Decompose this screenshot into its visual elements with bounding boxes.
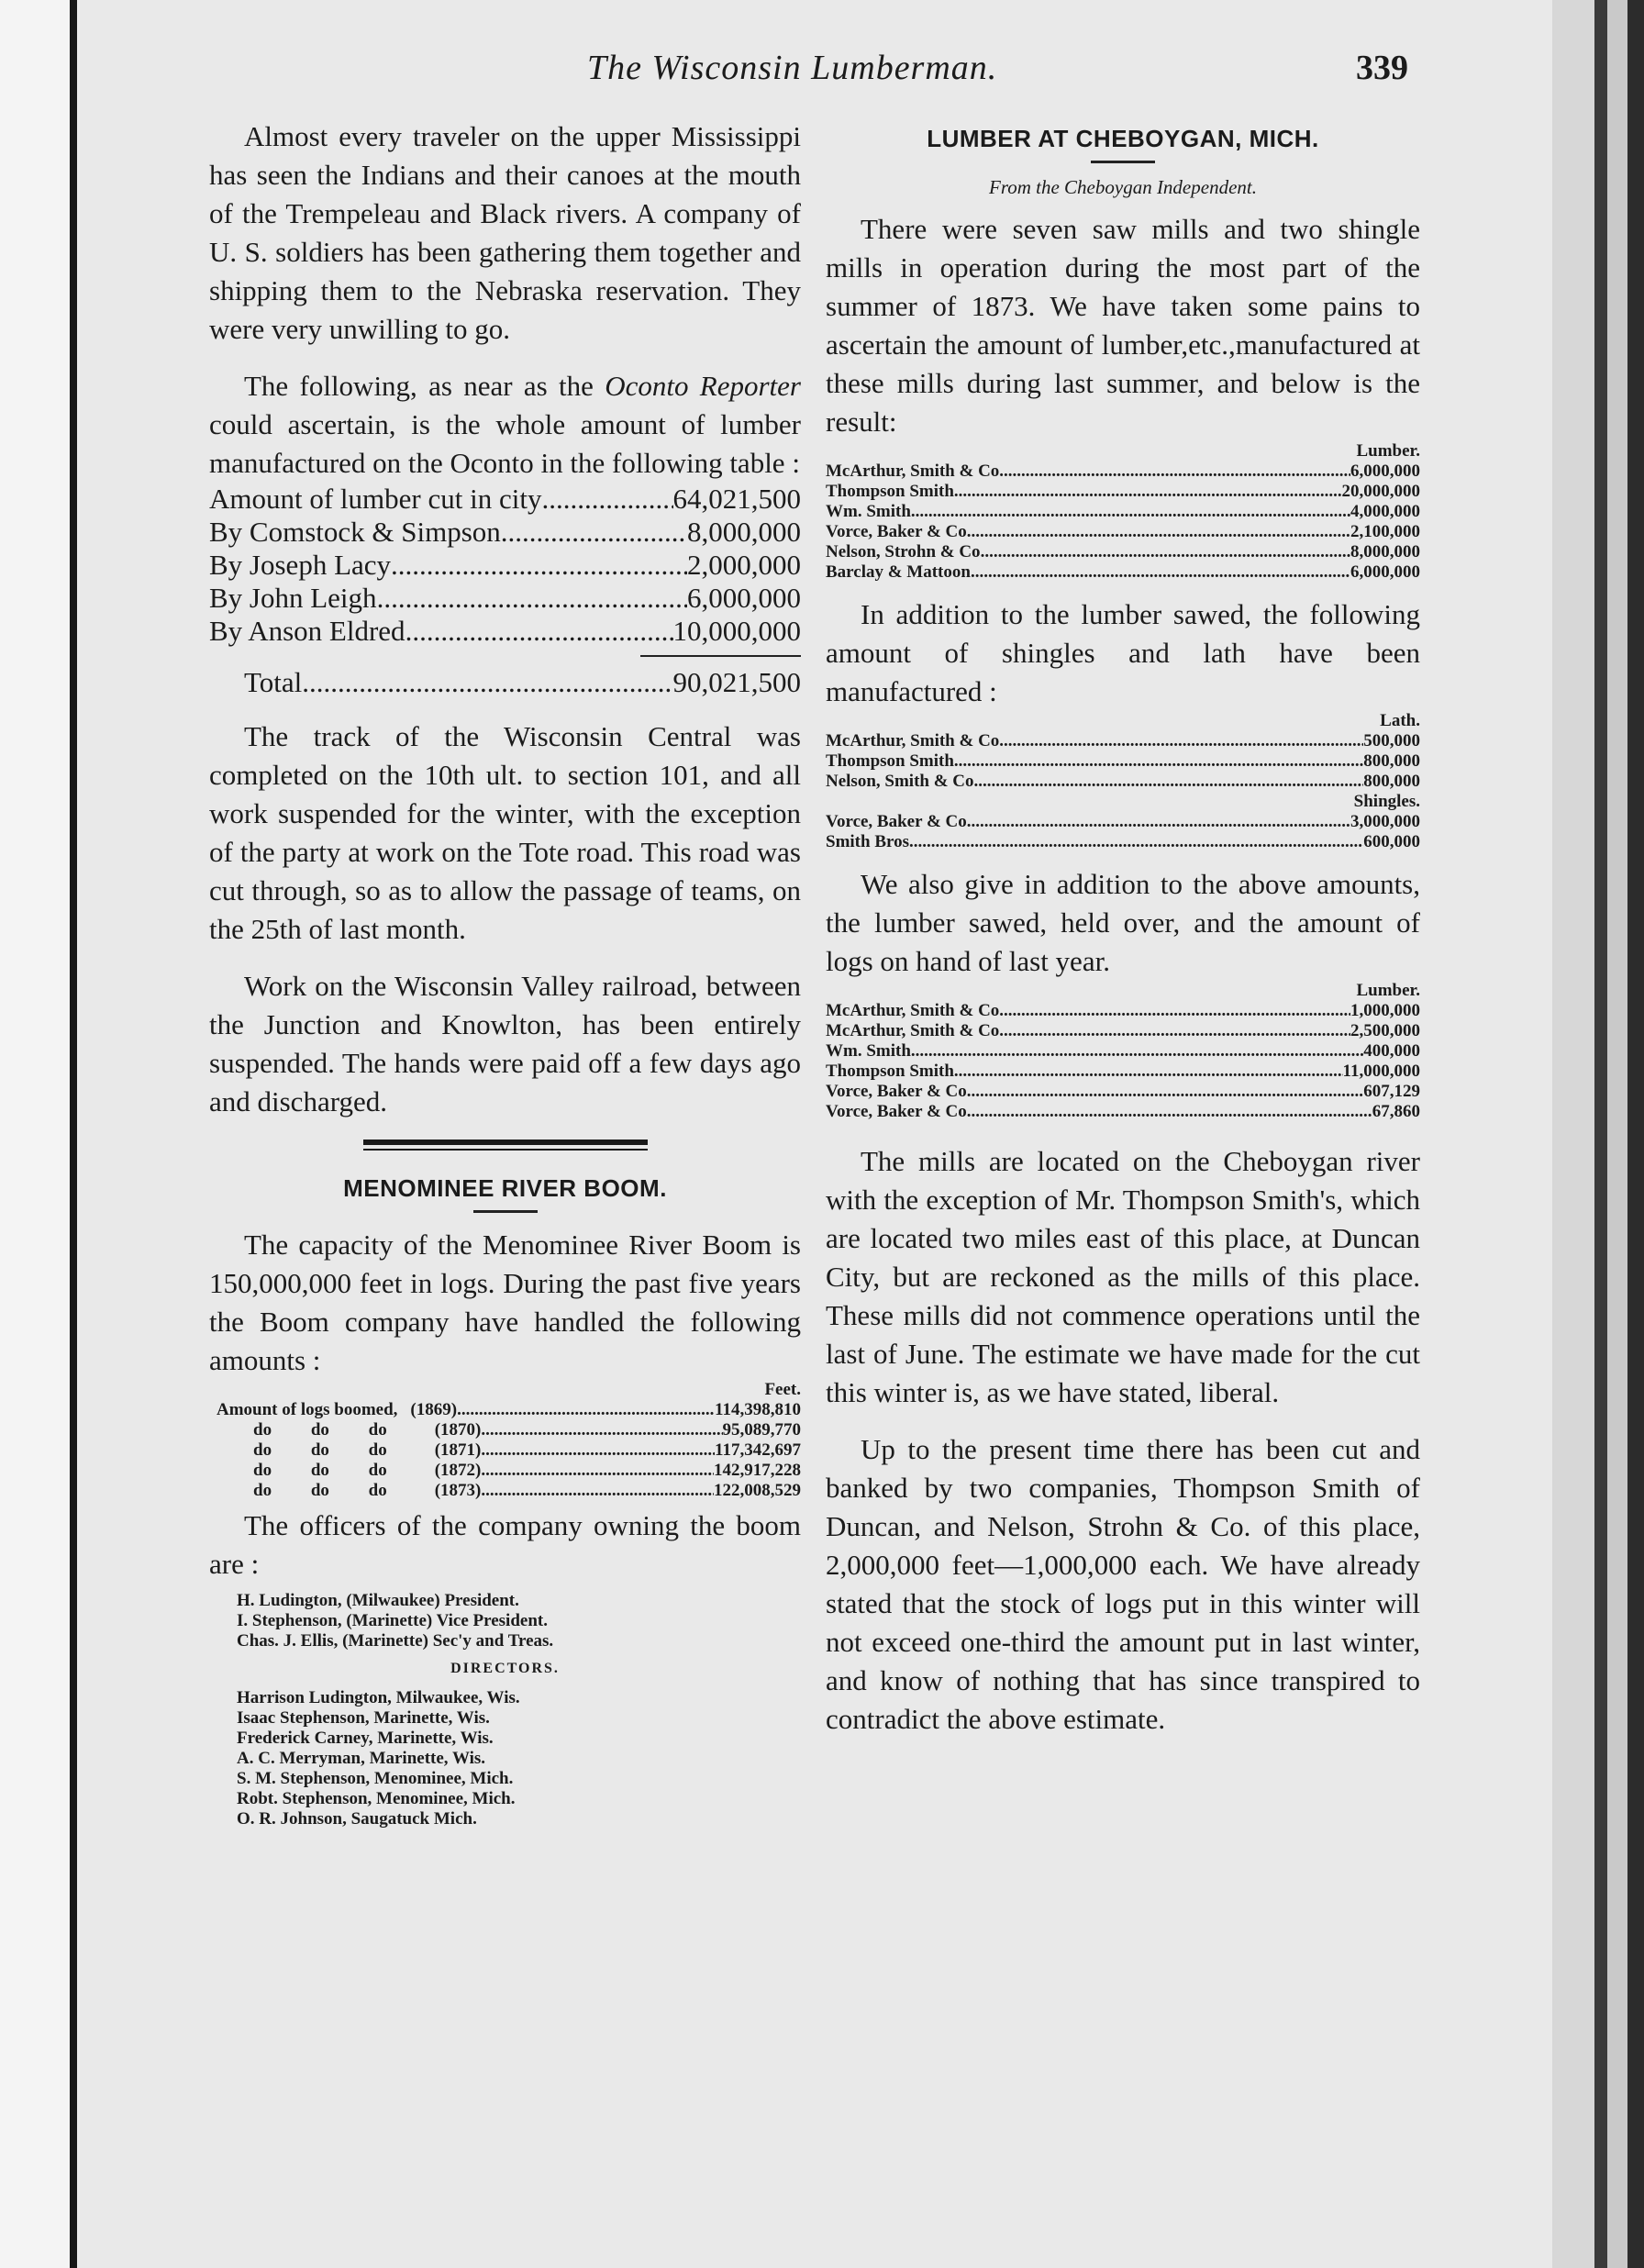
row-year: (1870) [434,1420,482,1440]
row-label: Nelson, Smith & Co [826,772,974,791]
row-value: 800,000 [1363,751,1420,771]
table-row [209,483,801,516]
binding-edge-line [70,0,77,2268]
row-label: Amount of logs boomed, [217,1400,398,1419]
list-item: I. Stephenson, (Marinette) Vice President. [237,1611,548,1630]
boom-table-header: Feet. [764,1380,801,1399]
table-header: Shingles. [1353,792,1420,811]
list-item: H. Ludington, (Milwaukee) President. [237,1591,519,1610]
row-label: do do do [253,1420,387,1440]
row-value: 64,021,500 [672,483,801,515]
page-edge-shadow [1627,0,1644,2268]
table-row [209,582,801,615]
table-header: Lath. [1380,711,1420,730]
total-label: Total [244,666,303,698]
table-row [217,1481,801,1501]
list-item: Harrison Ludington, Milwaukee, Wis. [237,1688,520,1707]
list-item: Robt. Stephenson, Menominee, Mich. [237,1789,516,1808]
row-value: 2,500,000 [1350,1021,1420,1040]
indians-paragraph: Almost every traveler on the upper Mississippi has seen the Indians and their canoes at the mouth of the Trempeleau and Black rivers. A company of U. S. soldiers has been gathering them together and shipping them to the Nebraska reservation. They were very unwilling to go. [209,120,801,345]
row-label: McArthur, Smith & Co [826,1001,1000,1020]
directors-heading: DIRECTORS. [450,1661,560,1676]
row-value: 2,000,000 [687,549,801,581]
table-row [826,772,1420,792]
oconto-paragraph [209,367,801,483]
wisconsin-valley-paragraph: Work on the Wisconsin Valley railroad, between the Junction and Knowlton, has been entirely suspended. The hands were paid off a few days ago and discharged. [209,970,801,1117]
row-label: Barclay & Mattoon [826,562,971,582]
row-label: Nelson, Strohn & Co [826,542,981,561]
table-row [209,615,801,648]
lumber-table [826,441,1420,583]
row-value: 8,000,000 [687,516,801,548]
row-label: Wm. Smith [826,1041,911,1061]
row-year: (1872) [434,1461,482,1480]
table-row [826,542,1420,562]
held-over-paragraph: We also give in addition to the above amounts, the lumber sawed, held over, and the amount of logs on hand of last year. [826,868,1420,977]
menominee-paragraph: The capacity of the Menominee River Boom is 150,000,000 feet in logs. During the past five years the Boom company have handled the following amounts : [209,1228,801,1376]
table-row [826,482,1420,502]
row-label: do do do [253,1440,387,1460]
row-value: 20,000,000 [1341,482,1420,501]
row-value: 6,000,000 [687,582,801,614]
table-row [826,751,1420,772]
table-header: Lumber. [1356,441,1420,461]
row-label: Vorce, Baker & Co [826,1102,967,1121]
page-binding [0,0,73,2268]
mills-location-paragraph: The mills are located on the Cheboygan river with the exception of Mr. Thompson Smith's, which are located two miles east of this place, at Duncan City, but are reckoned as the mills of this place. These mills did not commence operations until the last of June. The estimate we have made for the cut this winter is, as we have stated, liberal. [826,1145,1420,1408]
section-divider [363,1140,648,1151]
row-value: 114,398,810 [715,1400,801,1419]
row-value: 8,000,000 [1350,542,1420,561]
boom-table [217,1380,801,1501]
menominee-heading: MENOMINEE RIVER BOOM. [343,1174,667,1202]
table-row [826,812,1420,832]
row-value: 6,000,000 [1350,461,1420,481]
row-label: Wm. Smith [826,502,911,521]
row-value: 10,000,000 [672,615,801,647]
row-value: 500,000 [1363,731,1420,750]
row-label: By Anson Eldred [209,615,405,647]
row-value: 400,000 [1363,1041,1420,1061]
row-label: McArthur, Smith & Co [826,461,1000,481]
cheboygan-intro-paragraph: There were seven saw mills and two shingle mills in operation during the most part of the summer of 1873. We have taken some pains to ascertain the amount of lumber,etc.,manufactured at these mills during last summer, and below is the result: [826,213,1420,438]
row-label: Vorce, Baker & Co [826,1082,967,1101]
right-column [826,117,1420,1739]
row-label: McArthur, Smith & Co [826,731,1000,750]
row-year: (1871) [434,1440,482,1460]
row-label: Thompson Smith [826,751,954,771]
table-row [826,562,1420,583]
running-title: The Wisconsin Lumberman. [587,49,998,87]
total-row [209,666,801,699]
list-item: A. C. Merryman, Marinette, Wis. [237,1749,486,1768]
officers-paragraph: The officers of the company owning the boom are : [209,1509,801,1580]
oconto-lumber-table [209,483,801,699]
list-item: Isaac Stephenson, Marinette, Wis. [237,1708,490,1728]
page-edge [1552,0,1594,2268]
table-row [826,1082,1420,1102]
row-label: By Comstock & Simpson [209,516,501,548]
row-value: 1,000,000 [1350,1001,1420,1020]
oconto-reporter-title: Oconto Reporter [605,370,801,402]
table-row [826,502,1420,522]
row-label: Vorce, Baker & Co [826,522,967,541]
page-edge-shadow [1594,0,1607,2268]
row-value: 142,917,228 [714,1461,801,1480]
row-label: McArthur, Smith & Co [826,1021,1000,1040]
table-row [826,461,1420,482]
table-row [826,832,1420,852]
table-row [826,1062,1420,1082]
table-row [217,1420,801,1440]
row-label: do do do [253,1461,387,1480]
heading-rule [1091,161,1155,163]
source-line: From the Cheboygan Independent. [989,176,1257,198]
row-year: (1869) [410,1400,458,1419]
list-item: Chas. J. Ellis, (Marinette) Sec'y and Treas. [237,1631,554,1651]
oconto-text-b: could ascertain, is the whole amount of lumber manufactured on the Oconto in the following table : [209,408,801,479]
table-row [217,1440,801,1461]
row-value: 4,000,000 [1350,502,1420,521]
sum-rule [640,655,801,657]
list-item: S. M. Stephenson, Menominee, Mich. [237,1769,514,1788]
held-over-table [826,981,1420,1122]
row-label: Smith Bros [826,832,909,851]
row-value: 600,000 [1363,832,1420,851]
officers-list [237,1591,801,1651]
row-value: 2,100,000 [1350,522,1420,541]
oconto-text-a: The following, as near as the [244,370,605,402]
row-value: 6,000,000 [1350,562,1420,582]
row-label: Amount of lumber cut in city [209,483,542,515]
left-column [209,117,801,1829]
table-row [826,731,1420,751]
table-row [826,1102,1420,1122]
table-row [826,1041,1420,1062]
table-row [217,1461,801,1481]
table-row [826,1001,1420,1021]
row-label: do do do [253,1481,387,1500]
row-value: 11,000,000 [1342,1062,1420,1081]
lath-table [826,711,1420,852]
table-row [826,522,1420,542]
table-header: Lumber. [1356,981,1420,1000]
page-edge [1607,0,1627,2268]
row-label: By John Leigh [209,582,377,614]
shingles-lath-paragraph: In addition to the lumber sawed, the following amount of shingles and lath have been manufactured : [826,598,1420,707]
total-value: 90,021,500 [672,666,801,698]
cheboygan-heading: LUMBER AT CHEBOYGAN, MICH. [927,125,1319,152]
heading-rule [473,1210,538,1213]
list-item: O. R. Johnson, Saugatuck Mich. [237,1809,477,1829]
row-value: 117,342,697 [715,1440,801,1460]
row-label: Vorce, Baker & Co [826,812,967,831]
page-number: 339 [1356,49,1408,87]
list-item: Frederick Carney, Marinette, Wis. [237,1729,494,1748]
row-year: (1873) [434,1481,482,1500]
table-row [209,549,801,582]
table-row [217,1400,801,1420]
table-row [826,1021,1420,1041]
row-label: Thompson Smith [826,1062,954,1081]
row-value: 800,000 [1363,772,1420,791]
row-value: 95,089,770 [722,1420,801,1440]
directors-list [237,1688,801,1829]
row-value: 67,860 [1372,1102,1420,1121]
table-row [209,516,801,549]
row-label: Thompson Smith [826,482,954,501]
row-label: By Joseph Lacy [209,549,392,581]
wisconsin-central-paragraph: The track of the Wisconsin Central was completed on the 10th ult. to section 101, and all work suspended for the winter, with the exception of the party at work on the Tote road. This road was cut through, so as to allow the passage of teams, on the 25th of last month. [209,720,801,945]
row-value: 3,000,000 [1350,812,1420,831]
row-value: 122,008,529 [714,1481,801,1500]
row-value: 607,129 [1363,1082,1420,1101]
logs-banked-paragraph: Up to the present time there has been cut and banked by two companies, Thompson Smith of Duncan, and Nelson, Strohn & Co. of this place, 2,000,000 feet—1,000,000 each. We have already stated that the stock of logs put in this winter will not exceed one-third the amount put in last winter, and know of nothing that has since transpired to contradict the above estimate. [826,1433,1420,1735]
